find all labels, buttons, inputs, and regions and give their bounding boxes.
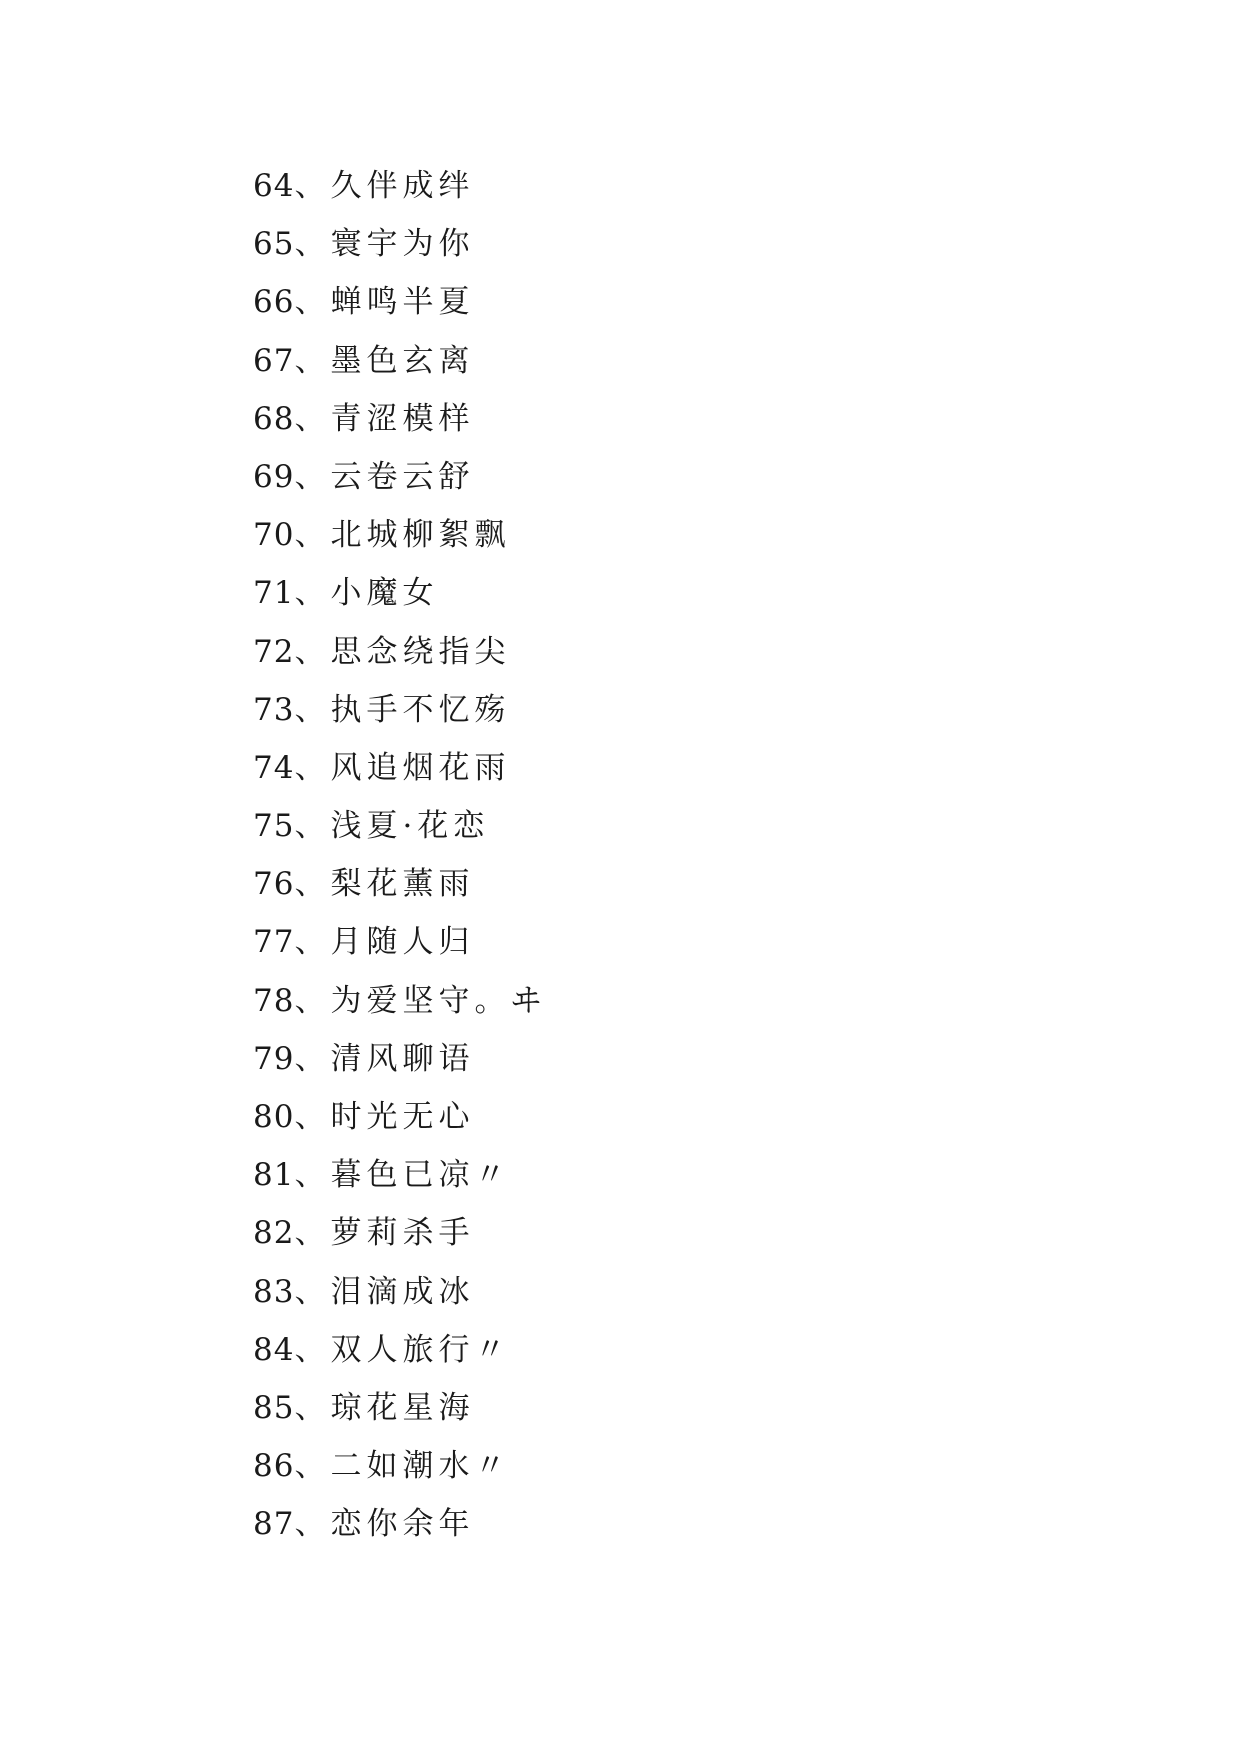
item-number: 86 bbox=[253, 1448, 295, 1485]
item-separator: 、 bbox=[294, 1157, 327, 1194]
list-item bbox=[253, 972, 546, 1030]
item-text: 青涩模样 bbox=[330, 400, 475, 437]
list-item bbox=[253, 1379, 546, 1437]
item-number: 77 bbox=[253, 924, 295, 961]
item-separator: 、 bbox=[294, 633, 327, 670]
item-text: 蝉鸣半夏 bbox=[330, 284, 475, 321]
item-separator: 、 bbox=[294, 1506, 327, 1543]
item-text: 久伴成绊 bbox=[330, 168, 475, 204]
item-text: 思念绕指尖 bbox=[330, 633, 511, 670]
list-item bbox=[253, 273, 546, 331]
item-text: 琼花星海 bbox=[330, 1389, 475, 1426]
item-text: 清风聊语 bbox=[330, 1040, 475, 1077]
item-text: 浅夏·花恋 bbox=[330, 808, 490, 845]
item-number: 67 bbox=[253, 342, 295, 379]
item-separator: 、 bbox=[294, 808, 327, 845]
list-item bbox=[253, 739, 546, 797]
item-text: 双人旅行〃 bbox=[330, 1331, 511, 1368]
item-number: 76 bbox=[253, 866, 295, 903]
item-number: 85 bbox=[253, 1389, 295, 1426]
item-number: 69 bbox=[253, 458, 295, 495]
list-item bbox=[253, 1495, 546, 1553]
item-text: 为爱坚守。ヰ bbox=[330, 982, 547, 1019]
item-text: 小魔女 bbox=[330, 575, 439, 612]
item-text: 云卷云舒 bbox=[330, 458, 475, 495]
item-number: 70 bbox=[253, 517, 295, 554]
list-item bbox=[253, 564, 546, 622]
item-text: 墨色玄离 bbox=[330, 342, 475, 379]
item-separator: 、 bbox=[294, 226, 327, 263]
name-list bbox=[253, 157, 546, 1554]
list-item bbox=[253, 390, 546, 448]
item-text: 恋你余年 bbox=[330, 1506, 475, 1543]
item-number: 75 bbox=[253, 808, 295, 845]
item-number: 64 bbox=[253, 168, 295, 204]
list-item bbox=[253, 506, 546, 564]
item-text: 二如潮水〃 bbox=[330, 1448, 511, 1485]
item-text: 寰宇为你 bbox=[330, 226, 475, 263]
list-item bbox=[253, 1437, 546, 1495]
item-text: 风追烟花雨 bbox=[330, 749, 511, 786]
item-separator: 、 bbox=[294, 691, 327, 728]
item-number: 79 bbox=[253, 1040, 295, 1077]
list-item bbox=[253, 1321, 546, 1379]
item-number: 81 bbox=[253, 1157, 295, 1194]
item-number: 65 bbox=[253, 226, 295, 263]
item-number: 82 bbox=[253, 1215, 295, 1252]
item-text: 梨花薰雨 bbox=[330, 866, 475, 903]
item-separator: 、 bbox=[294, 1040, 327, 1077]
list-item bbox=[253, 332, 546, 390]
item-separator: 、 bbox=[294, 1389, 327, 1426]
list-item bbox=[253, 215, 546, 273]
item-text: 月随人归 bbox=[330, 924, 475, 961]
item-number: 80 bbox=[253, 1099, 295, 1135]
list-item bbox=[253, 157, 546, 215]
item-separator: 、 bbox=[294, 749, 327, 786]
item-separator: 、 bbox=[294, 284, 327, 321]
item-separator: 、 bbox=[294, 924, 327, 961]
item-number: 74 bbox=[253, 749, 295, 786]
item-number: 83 bbox=[253, 1273, 295, 1310]
list-item bbox=[253, 1030, 546, 1088]
item-text: 萝莉杀手 bbox=[330, 1215, 475, 1252]
item-separator: 、 bbox=[294, 1331, 327, 1368]
item-separator: 、 bbox=[294, 1273, 327, 1310]
item-separator: 、 bbox=[294, 575, 327, 612]
list-item bbox=[253, 913, 546, 971]
item-separator: 、 bbox=[294, 1448, 327, 1485]
item-number: 71 bbox=[253, 575, 295, 612]
list-item bbox=[253, 1263, 546, 1321]
item-number: 84 bbox=[253, 1331, 295, 1368]
list-item bbox=[253, 1204, 546, 1262]
item-separator: 、 bbox=[294, 982, 327, 1019]
item-separator: 、 bbox=[294, 342, 327, 379]
item-text: 泪滴成冰 bbox=[330, 1273, 475, 1310]
list-item bbox=[253, 681, 546, 739]
list-item bbox=[253, 1088, 546, 1146]
item-separator: 、 bbox=[294, 866, 327, 903]
item-text: 时光无心 bbox=[330, 1099, 475, 1135]
list-item bbox=[253, 1146, 546, 1204]
item-separator: 、 bbox=[294, 1099, 327, 1135]
list-item bbox=[253, 797, 546, 855]
item-text: 执手不忆殇 bbox=[330, 691, 511, 728]
list-item bbox=[253, 448, 546, 506]
item-number: 78 bbox=[253, 982, 295, 1019]
item-separator: 、 bbox=[294, 1215, 327, 1252]
item-text: 北城柳絮飘 bbox=[330, 517, 511, 554]
list-item bbox=[253, 623, 546, 681]
item-separator: 、 bbox=[294, 400, 327, 437]
item-number: 73 bbox=[253, 691, 295, 728]
item-separator: 、 bbox=[294, 517, 327, 554]
item-number: 68 bbox=[253, 400, 295, 437]
list-item bbox=[253, 855, 546, 913]
item-text: 暮色已凉〃 bbox=[330, 1157, 511, 1194]
item-number: 87 bbox=[253, 1506, 295, 1543]
item-separator: 、 bbox=[294, 458, 327, 495]
item-number: 66 bbox=[253, 284, 295, 321]
item-number: 72 bbox=[253, 633, 295, 670]
item-separator: 、 bbox=[294, 168, 327, 204]
